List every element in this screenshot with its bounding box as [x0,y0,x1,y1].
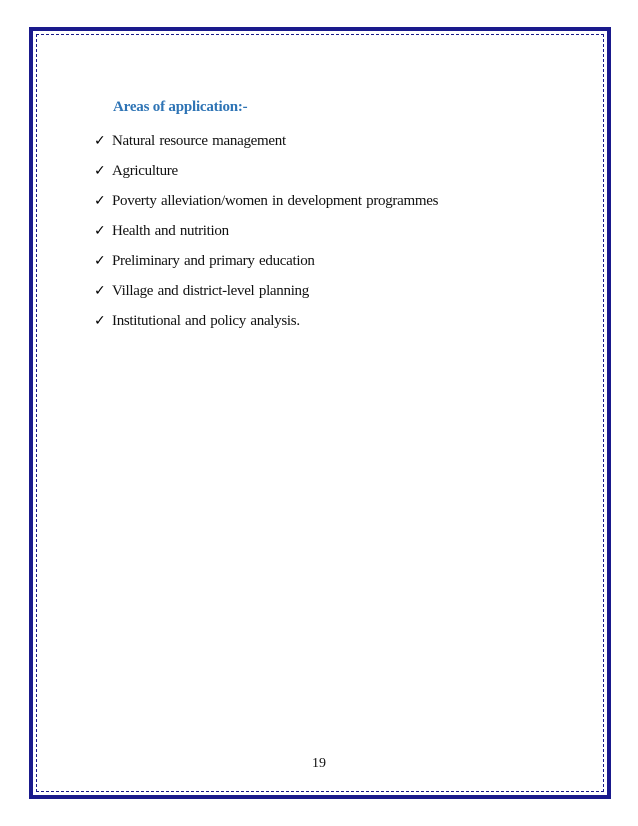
list-item [94,131,438,161]
list-item-label: Natural resource management [112,133,286,149]
checkmark-icon: ✓ [94,223,106,239]
list-item-label: Poverty alleviation/women in development programmes [112,193,439,209]
list-item-label: Institutional and policy analysis. [112,313,300,329]
checklist [94,131,438,341]
checkmark-icon: ✓ [94,283,106,299]
list-item-label: Agriculture [112,163,178,179]
list-item [94,191,438,221]
checkmark-icon: ✓ [94,163,106,179]
checkmark-icon: ✓ [94,193,106,209]
section-heading: Areas of application:- [113,99,248,115]
checkmark-icon: ✓ [94,313,106,329]
checkmark-icon: ✓ [94,253,106,269]
list-item-label: Village and district-level planning [112,283,309,299]
list-item [94,281,438,311]
list-item [94,311,438,341]
checkmark-icon: ✓ [94,133,106,149]
list-item-label: Health and nutrition [112,223,229,239]
list-item [94,161,438,191]
list-item-label: Preliminary and primary education [112,253,315,269]
list-item [94,251,438,281]
list-item [94,221,438,251]
page-number: 19 [312,756,326,771]
